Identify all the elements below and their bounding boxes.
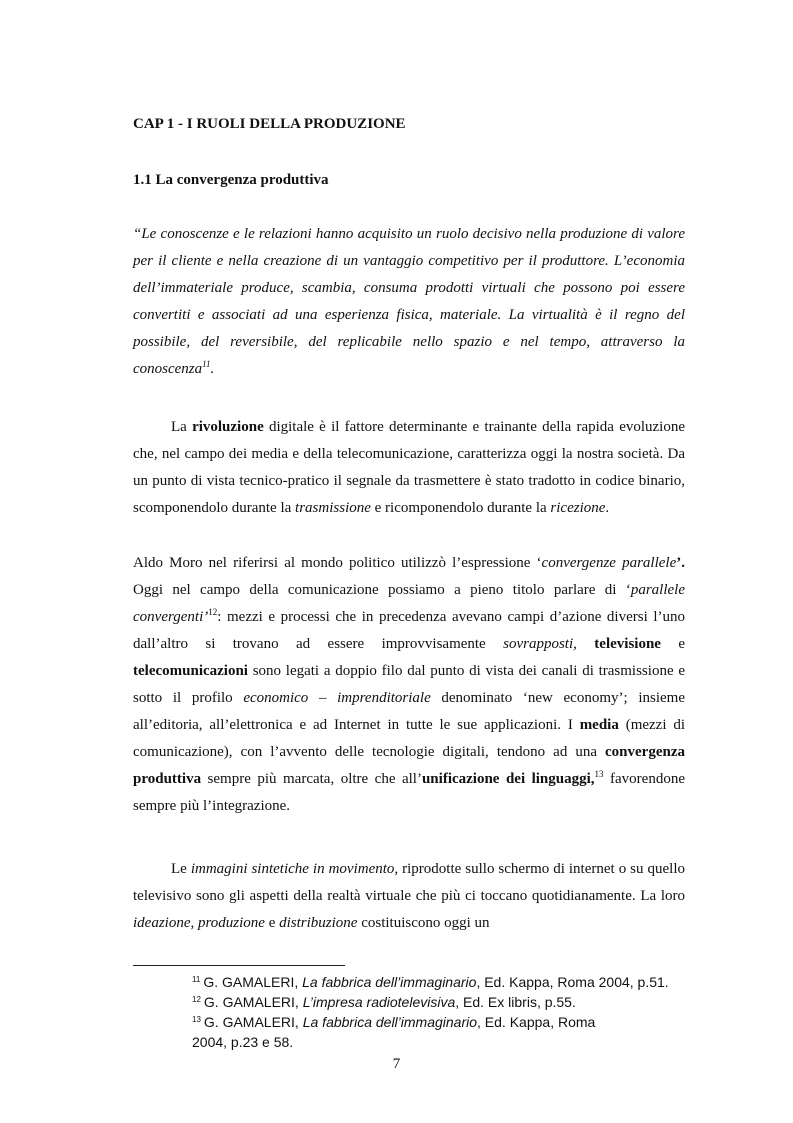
- footnote-ref-11[interactable]: 11: [202, 359, 211, 369]
- footnote-ref-13[interactable]: 13: [594, 769, 604, 779]
- footnote-11: [192, 972, 752, 992]
- text-run: sempre più marcata, oltre che all’: [201, 771, 422, 787]
- quote-end: .: [210, 361, 215, 377]
- text-run: costituiscono oggi un: [357, 915, 490, 931]
- footnote-13: [192, 1012, 752, 1032]
- bold-term: televisione: [594, 636, 661, 652]
- italic-term: parallele convergenti’: [133, 582, 685, 625]
- italic-term: sovrapposti,: [503, 636, 577, 652]
- text-run: e ricomponendolo durante la: [370, 500, 551, 516]
- text-run: Le: [171, 861, 191, 877]
- footnote-title: La fabbrica dell’immaginario: [302, 1014, 478, 1030]
- paragraph-revolution: [133, 414, 685, 522]
- footnote-details: , Ed. Kappa, Roma: [477, 1014, 596, 1030]
- quote-text: “Le conoscenze e le relazioni hanno acquisito un ruolo decisivo nella produzione di valore per il cliente e nella creazione di un vantaggio competitivo per il produttore. L’economia dell’immateriale produce, scambia, consuma prodotti virtuali che possono poi essere convertiti e associati ad una esperienza fisica, materiale. La virtualità è il regno del possibile, del reversibile, del replicabile nello spazio e nel tempo, attraverso la conoscenza: [133, 226, 685, 377]
- bold-term: ’.: [676, 555, 686, 571]
- footnote-details: , Ed. Ex libris, p.55.: [455, 994, 576, 1010]
- footnote-details: , Ed. Kappa, Roma 2004, p.51.: [476, 974, 669, 990]
- text-run: : mezzi e processi che in precedenza avevano campi d’azione diversi l’uno dall’altro si trovano ad essere improvvisamente: [133, 609, 685, 652]
- text-run: e: [264, 915, 280, 931]
- footnote-ref-12[interactable]: 12: [208, 607, 218, 617]
- italic-term: ricezione: [550, 500, 606, 516]
- text-run: .: [605, 500, 610, 516]
- italic-term: ideazione: [133, 915, 191, 931]
- text-run: Oggi nel campo della comunicazione possiamo a pieno titolo parlare di ‘: [133, 582, 631, 598]
- footnote-author: G. GAMALERI,: [203, 974, 303, 990]
- paragraph-synthetic-images: [133, 856, 685, 937]
- footnote-title: La fabbrica dell’immaginario: [302, 974, 477, 990]
- footnote-number: 11: [192, 975, 201, 984]
- text-run: denominato ‘new economy’; insieme all’editoria, all’elettronica e ad Internet in tutte le sue applicazioni. I: [133, 690, 685, 733]
- bold-term: telecomunicazioni: [133, 663, 248, 679]
- footnote-author: G. GAMALERI,: [203, 1014, 303, 1030]
- text-run: , riprodotte sullo schermo di internet o su quello televisivo sono gli aspetti della realtà virtuale che più ci toccano quotidianamente. La loro: [133, 861, 685, 904]
- footnotes: [192, 972, 752, 1052]
- italic-term: economico – imprenditoriale: [243, 690, 431, 706]
- text-run: sono legati a doppio filo dal punto di vista dei canali di trasmissione e sotto il profilo: [133, 663, 685, 706]
- italic-term: convergenze parallele: [541, 555, 677, 571]
- footnote-number: 13: [192, 1015, 201, 1024]
- text-run: Aldo Moro nel riferirsi al mondo politico utilizzò l’espressione ‘: [133, 555, 542, 571]
- section-title: 1.1 La convergenza produttiva: [133, 172, 329, 188]
- text-run: La: [171, 419, 193, 435]
- italic-term: distribuzione: [279, 915, 358, 931]
- footnote-12: [192, 992, 752, 1012]
- text-run: ,: [190, 915, 198, 931]
- italic-term: immagini sintetiche in movimento: [190, 861, 395, 877]
- bold-term: media: [579, 717, 619, 733]
- text-run: favorendone sempre più l’integrazione.: [133, 771, 685, 814]
- bold-term: convergenza produttiva: [133, 744, 685, 787]
- page-number: 7: [392, 1056, 401, 1072]
- italic-term: trasmissione: [295, 500, 371, 516]
- footnote-13-continued: 2004, p.23 e 58.: [192, 1034, 294, 1050]
- text-run: digitale è il fattore determinante e trainante della rapida evoluzione che, nel campo dei media e della telecomunicazione, caratterizza oggi la nostra società. Da un punto di vista tecnico-pratico il segnale da trasmettere è stato tradotto in codice binario, scomponendolo durante la: [133, 419, 686, 516]
- text-run: e: [660, 636, 686, 652]
- footnote-title: L’impresa radiotelevisiva: [302, 994, 456, 1010]
- italic-term: produzione: [198, 915, 265, 931]
- paragraph-convergence: [133, 550, 685, 820]
- footnote-divider: [133, 965, 345, 966]
- chapter-title: CAP 1 - I RUOLI DELLA PRODUZIONE: [133, 116, 406, 132]
- footnote-author: G. GAMALERI,: [203, 994, 303, 1010]
- text-run: (mezzi di comunicazione), con l’avvento delle tecnologie digitali, tendono ad una: [133, 717, 686, 760]
- quote-paragraph: [133, 221, 685, 383]
- bold-term: rivoluzione: [192, 419, 264, 435]
- bold-term: unificazione dei linguaggi,: [421, 771, 595, 787]
- text-run: [577, 636, 594, 652]
- footnote-number: 12: [192, 995, 201, 1004]
